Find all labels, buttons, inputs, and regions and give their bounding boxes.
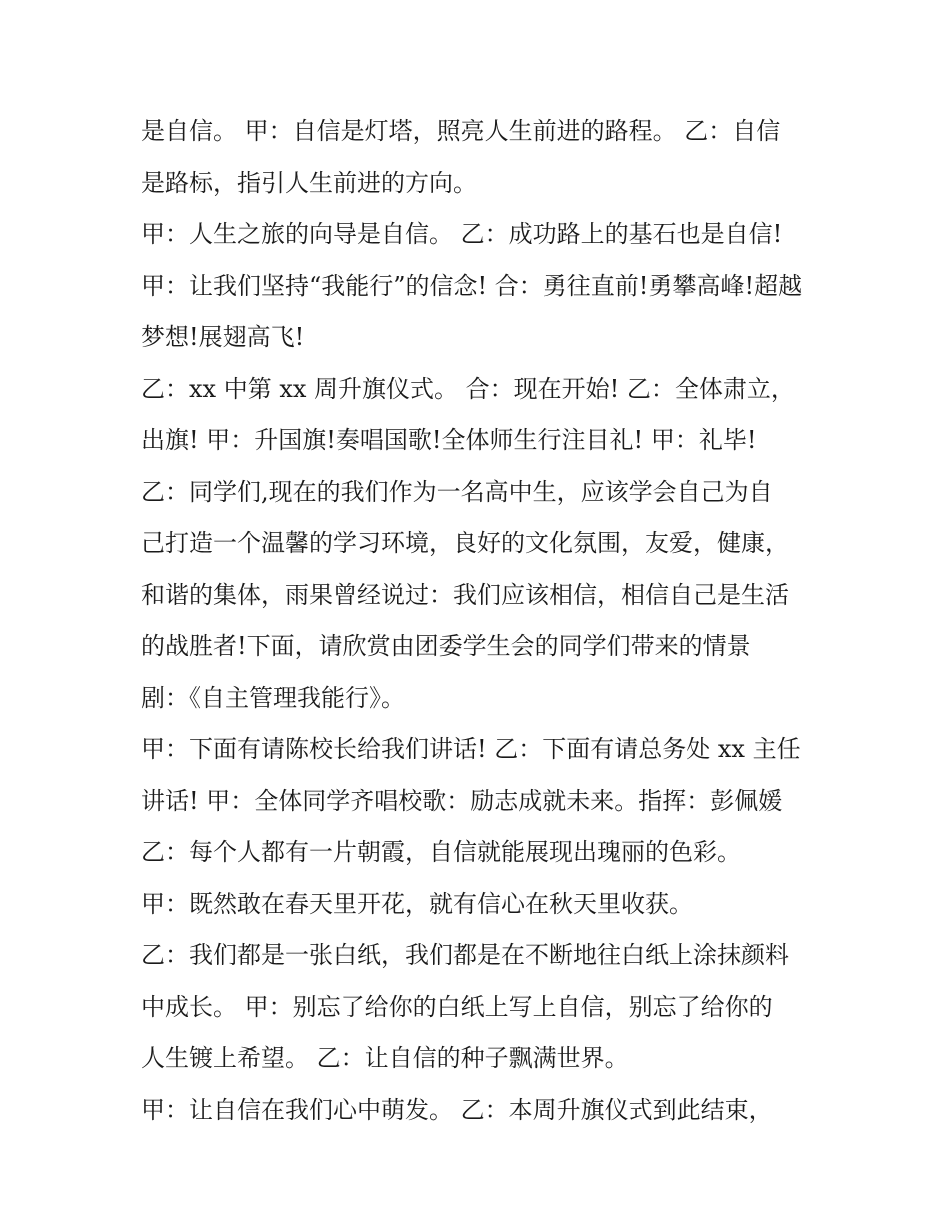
text-line: 己打造一个温馨的学习环境，良好的文化氛围，友爱，健康， — [141, 529, 789, 557]
text-line: 乙：我们都是一张白纸，我们都是在不断地往白纸上涂抹颜料 — [141, 941, 789, 969]
text-line: 甲：人生之旅的向导是自信。 乙：成功路上的基石也是自信! — [141, 220, 783, 248]
text-line: 出旗! 甲：升国旗!奏唱国歌!全体师生行注目礼! 甲：礼毕! — [141, 426, 757, 454]
text-line: 乙：同学们,现在的我们作为一名高中生，应该学会自己为自 — [141, 477, 773, 506]
text-line: 剧：《自主管理我能行》。 — [141, 683, 405, 712]
text-line: 梦想!展翅高飞! — [141, 323, 305, 351]
text-line: 是路标，指引人生前进的方向。 — [141, 168, 477, 197]
text-line: 甲：让自信在我们心中萌发。 乙：本周升旗仪式到此结束， — [141, 1095, 773, 1124]
text-line: 的战胜者!下面，请欣赏由团委学生会的同学们带来的情景 — [141, 632, 751, 660]
text-line: 和谐的集体，雨果曾经说过：我们应该相信，相信自己是生活 — [141, 580, 789, 609]
text-line: 乙：每个人都有一片朝霞，自信就能展现出瑰丽的色彩。 — [141, 838, 741, 866]
document-body — [141, 109, 831, 1139]
text-line: 甲：下面有请陈校长给我们讲话! 乙：下面有请总务处 xx 主任 — [141, 735, 801, 763]
text-line: 人生镀上希望。 乙：让自信的种子飘满世界。 — [141, 1044, 629, 1072]
text-line: 乙：xx 中第 xx 周升旗仪式。 合：现在开始! 乙：全体肃立， — [141, 374, 795, 403]
text-line: 甲：既然敢在春天里开花，就有信心在秋天里收获。 — [141, 889, 693, 918]
text-line: 中成长。 甲：别忘了给你的白纸上写上自信，别忘了给你的 — [141, 992, 773, 1021]
text-line: 是自信。 甲：自信是灯塔，照亮人生前进的路程。 乙：自信 — [141, 117, 781, 145]
text-line: 甲：让我们坚持“我能行”的信念! 合：勇往直前!勇攀高峰!超越 — [141, 271, 803, 300]
text-line: 讲话! 甲：全体同学齐唱校歌：励志成就未来。指挥：彭佩媛 — [141, 786, 783, 815]
